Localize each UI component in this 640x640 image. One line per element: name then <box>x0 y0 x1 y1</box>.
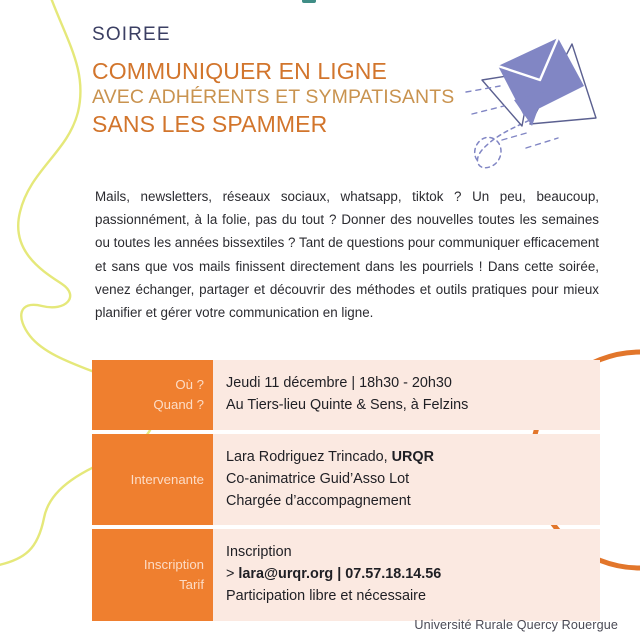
info-label-speaker <box>92 434 213 526</box>
value-registration-title: Inscription <box>226 544 292 561</box>
speaker-org-text: URQR <box>391 448 434 465</box>
footer-organisation: Université Rurale Quercy Rouergue <box>414 618 618 632</box>
info-label-registration <box>92 529 213 621</box>
headline-line-3: SANS LES SPAMMER <box>92 111 328 138</box>
headline-line-2: AVEC ADHÉRENTS ET SYMPATISANTS <box>92 85 455 108</box>
table-row <box>92 529 600 621</box>
label-line-inscription: Inscription <box>143 557 204 573</box>
event-info-table <box>92 360 600 621</box>
envelope-right-wing <box>530 44 596 124</box>
info-label-where-when <box>92 360 213 430</box>
contact-email-phone[interactable]: lara@urqr.org | 07.57.18.14.56 <box>238 566 442 583</box>
contact-prefix: > <box>226 566 239 583</box>
info-value-where-when <box>213 360 600 430</box>
table-row <box>92 434 600 526</box>
value-speaker-role-2: Chargée d’accompagnement <box>226 492 411 509</box>
table-row <box>92 360 600 430</box>
value-price-note: Participation libre et nécessaire <box>226 588 426 605</box>
value-contact-line <box>226 564 590 586</box>
value-venue: Au Tiers-lieu Quinte & Sens, à Felzins <box>226 396 469 413</box>
info-value-registration <box>213 529 600 621</box>
label-line-intervenante: Intervenante <box>130 471 204 487</box>
envelope-lower-fold <box>514 92 544 126</box>
teal-mark-decoration <box>302 0 316 3</box>
value-speaker-role-1: Co-animatrice Guid’Asso Lot <box>226 470 410 487</box>
kicker-soiree: SOIREE <box>92 24 171 45</box>
info-value-speaker <box>213 434 600 526</box>
poster-header <box>92 24 512 140</box>
label-line-ou: Où ? <box>175 376 204 392</box>
label-line-tarif: Tarif <box>179 577 204 593</box>
label-line-quand: Quand ? <box>153 396 204 412</box>
headline-line-1: COMMUNIQUER EN LIGNE <box>92 57 387 84</box>
value-speaker-name <box>226 447 590 469</box>
body-paragraph: Mails, newsletters, réseaux sociaux, whatsapp, tiktok ? Un peu, beaucoup, passionnément, à la folie, pas du tout ? Donner des nouvelles toutes les semaines ou toutes les années bissextiles ? Tant de questions pour communiquer efficacement et sans que vos mails finissent directement dans les pourriels ! Dans cette soirée, venez échanger, partager et découvrir des méthodes et outils pratiques pour mieux planifier et gérer votre communication en ligne. <box>95 189 599 320</box>
speaker-name-text: Lara Rodriguez Trincado, <box>226 448 392 465</box>
value-date-time: Jeudi 11 décembre | 18h30 - 20h30 <box>226 375 452 391</box>
